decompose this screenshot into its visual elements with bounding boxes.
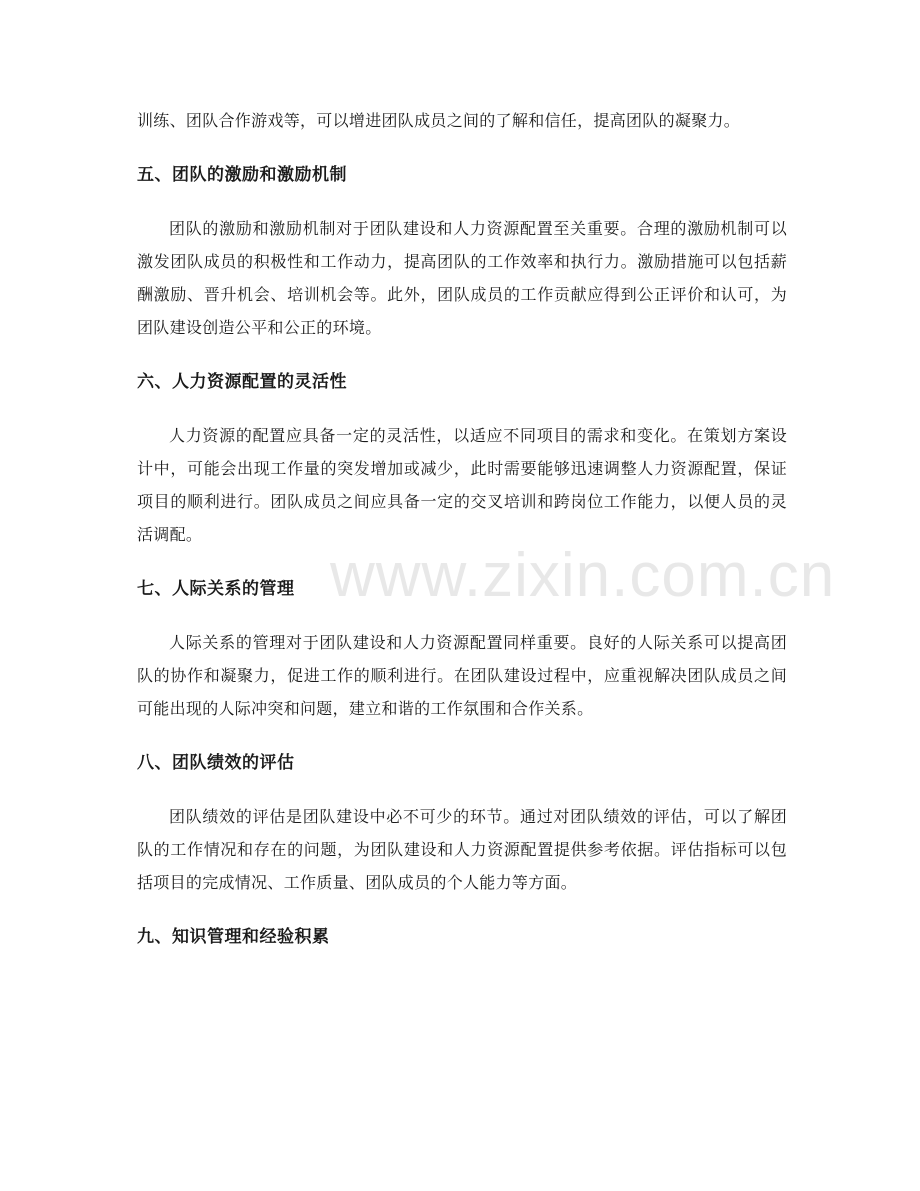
section-heading-9: 九、知识管理和经验积累 (137, 927, 330, 947)
section-heading-5: 五、团队的激励和激励机制 (137, 165, 347, 185)
section-paragraph-7: 人际关系的管理对于团队建设和人力资源配置同样重要。良好的人际关系可以提高团队的协作和凝聚力，促进工作的顺利进行。在团队建设过程中，应重视解决团队成员之间可能出现的人际冲突和问题，建立和谐的工作氛围和合作关系。 (137, 633, 787, 718)
section-paragraph-5: 团队的激励和激励机制对于团队建设和人力资源配置至关重要。合理的激励机制可以激发团队成员的积极性和工作动力，提高团队的工作效率和执行力。激励措施可以包括薪酬激励、晋升机会、培训机会等。此外，团队成员的工作贡献应得到公正评价和认可，为团队建设创造公平和公正的环境。 (137, 219, 787, 337)
section-paragraph-6: 人力资源的配置应具备一定的灵活性，以适应不同项目的需求和变化。在策划方案设计中，可能会出现工作量的突发增加或减少，此时需要能够迅速调整人力资源配置，保证项目的顺利进行。团队成员之间应具备一定的交叉培训和跨岗位工作能力，以便人员的灵活调配。 (137, 426, 787, 544)
section-heading-8: 八、团队绩效的评估 (137, 753, 295, 773)
section-heading-7: 七、人际关系的管理 (137, 579, 295, 599)
document-body (137, 104, 787, 954)
section-heading-6: 六、人力资源配置的灵活性 (137, 372, 347, 392)
watermark-text: www.zixin.com.cn (330, 541, 836, 610)
section-paragraph-8: 团队绩效的评估是团队建设中必不可少的环节。通过对团队绩效的评估，可以了解团队的工作情况和存在的问题，为团队建设和人力资源配置提供参考依据。评估指标可以包括项目的完成情况、工作质量、团队成员的个人能力等方面。 (137, 807, 787, 892)
intro-continuation-paragraph: 训练、团队合作游戏等，可以增进团队成员之间的了解和信任，提高团队的凝聚力。 (137, 111, 741, 130)
